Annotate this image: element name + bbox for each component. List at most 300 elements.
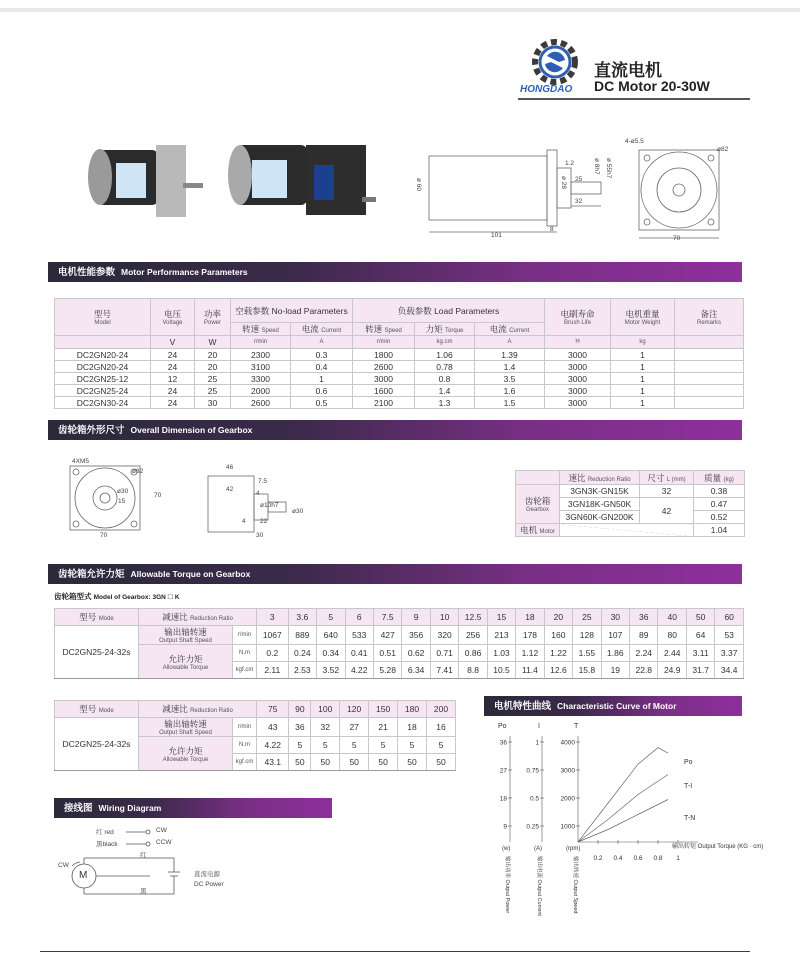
gearbox-mass: 0.47 [694,498,745,511]
section-title-en: Characteristic Curve of Motor [557,701,677,711]
table-cell: 1 [611,349,675,361]
x-tick-label: 0.4 [613,855,623,862]
table-cell: 24 [151,349,195,361]
section-title-en: Wiring Diagram [98,803,162,813]
dim-label: 4XM5 [72,458,89,465]
dim-label: 30 [256,532,264,539]
torque-kgf-cell: 12.6 [544,662,572,679]
tick-label: 2000 [560,795,575,803]
table-cell: 3100 [231,361,291,373]
torque-table-2 [54,700,456,771]
torque-table-1 [54,608,744,679]
torque-speed-cell: 256 [459,626,487,645]
torque-nm-cell: 2.24 [630,645,658,662]
table-cell: 0.4 [291,361,353,373]
dim-label: ø82 [717,146,729,153]
unit-cell [675,336,744,349]
section-header-gearbox-dimension [48,420,742,440]
torque-kgf-cell: 50 [340,754,369,771]
torque-nm-cell: 5 [398,737,427,754]
page-footer [0,951,800,968]
torque-ratio-cell: 100 [311,701,340,718]
torque-nm-cell: 1.12 [516,645,544,662]
torque-nm-cell: 1.03 [487,645,515,662]
torque-table-2-underline [54,770,456,771]
wire-cw-label: CW [156,827,167,834]
col-header-load-current: 电流 Current [475,323,545,336]
torque-ratio-cell: 90 [289,701,311,718]
unit-cell: r/min [353,336,415,349]
torque-ratio-cell: 50 [686,609,714,626]
gearbox-ratio: 3GN3K-GN15K [560,485,640,498]
table-cell: DC2GN25-24 [55,385,151,397]
table-cell: 1.4 [415,385,475,397]
unit-cell: A [291,336,353,349]
table-cell: 0.3 [291,349,353,361]
table-cell: 2600 [231,397,291,409]
torque-nm-cell: 0.71 [430,645,458,662]
series-t-n-line [578,800,668,843]
series-t-i-line [578,775,668,843]
torque-nm-cell: 1.55 [573,645,601,662]
table-cell: 12 [151,373,195,385]
axis-symbol: Po [498,723,507,730]
torque-h-model: 型号 Mode [55,609,139,626]
section-title-cn: 电机性能参数 [58,267,116,278]
torque-speed-cell: 213 [487,626,515,645]
wire-ccw-label: CCW [156,839,172,846]
col-header-weight: 电机重量 Motor Weight [611,299,675,336]
torque-unit: r/min [233,626,257,645]
col-header-brush-life: 电刷寿命 Brush Life [545,299,611,336]
dim-label: 46 [226,464,234,471]
table-cell: 1.3 [415,397,475,409]
torque-speed-cell: 640 [317,626,345,645]
table-cell: 20 [195,361,231,373]
series-label: T-N [684,815,696,822]
table-cell: 0.5 [291,397,353,409]
dim-label: 7.5 [258,478,268,485]
torque-ratio-cell: 9 [402,609,430,626]
motor-front-drawing [625,138,735,248]
torque-speed-cell: 32 [311,718,340,737]
torque-kgf-cell: 11.4 [516,662,544,679]
torque-kgf-cell: 50 [289,754,311,771]
page-title-cn: 直流电机 [594,61,662,80]
torque-nm-cell: 0.62 [402,645,430,662]
tick-label: 0.5 [529,795,539,803]
gearbox-col-ratio: 速比 Reduction Ratio [560,471,640,485]
torque-kgf-cell: 50 [369,754,398,771]
top-stripe [0,8,800,12]
torque-nm-cell: 0.24 [288,645,316,662]
torque-kgf-cell: 43.1 [257,754,289,771]
torque-speed-cell: 21 [369,718,398,737]
torque-r-torque: 允许力矩 Allowable Torque [139,737,233,771]
torque-unit: kgf.cm [233,754,257,771]
table-cell: 2600 [353,361,415,373]
section-title-cn: 齿轮箱允许力矩 [58,569,125,580]
table-cell: 3000 [545,397,611,409]
gearbox-mass: 0.52 [694,511,745,524]
table-cell: 1800 [353,349,415,361]
dim-label: 25 [575,176,583,183]
torque-h-model: 型号 Mode [55,701,139,718]
dim-label: 4 [242,518,246,525]
torque-r-speed: 输出轴转速 Output Shaft Speed [139,718,233,737]
table-cell: 1.06 [415,349,475,361]
section-title-en: Allowable Torque on Gearbox [130,569,251,579]
table-cell: 0.8 [415,373,475,385]
section-title-cn: 齿轮箱外形尺寸 [58,425,125,436]
table-cell: 1 [611,397,675,409]
wire-black-label: 黑black [96,841,118,848]
table-cell: 2000 [231,385,291,397]
torque-kgf-cell: 6.34 [402,662,430,679]
tick-label: 1 [535,739,539,747]
motor-symbol-label: M [79,870,88,881]
torque-nm-cell: 5 [311,737,340,754]
torque-ratio-cell: 200 [426,701,455,718]
torque-speed-cell: 533 [345,626,373,645]
wire-red-label: 红 red [96,829,114,836]
table-row [55,397,744,409]
dim-label: 70 [673,235,681,242]
torque-nm-cell: 5 [426,737,455,754]
characteristic-curve-chart [484,718,764,916]
torque-speed-cell: 427 [373,626,401,645]
col-header-noload: 空载参数 No-load Parameters [231,299,353,323]
table-cell: 3000 [545,373,611,385]
torque-ratio-cell: 3 [257,609,289,626]
dim-label: 70 [154,492,162,499]
dim-label: 22 [260,518,268,525]
dim-label: ø 60 [415,178,422,192]
gearbox-ratio: 3GN18K-GN50K [560,498,640,511]
torque-ratio-cell: 18 [516,609,544,626]
tick-label: 9 [503,823,507,831]
x-tick-label: 0.8 [653,855,663,862]
x-axis-label: 输出转矩 Output Torque (KG · cm) [672,844,764,850]
table-cell: 20 [195,349,231,361]
torque-nm-cell: 3.11 [686,645,714,662]
torque-nm-cell: 0.86 [459,645,487,662]
torque-nm-cell: 5 [289,737,311,754]
torque-ratio-cell: 120 [340,701,369,718]
series-po-line [578,748,668,842]
axis-symbol: T [574,723,579,730]
gearbox-size: 32 [640,485,694,498]
torque-kgf-cell: 3.52 [317,662,345,679]
table-row [55,373,744,385]
table-cell: 0.78 [415,361,475,373]
axis-unit: (A) [534,846,542,852]
section-header-curve [484,696,742,716]
torque-speed-cell: 107 [601,626,629,645]
torque-nm-cell: 5 [369,737,398,754]
section-title-en: Motor Performance Parameters [121,267,248,277]
rotation-cw-label: CW [58,862,69,869]
axis-unit: (w) [502,846,511,852]
section-header-torque [48,564,742,584]
torque-ratio-cell: 60 [715,609,744,626]
unit-cell: H [545,336,611,349]
table-cell: 1.4 [475,361,545,373]
torque-nm-cell: 1.86 [601,645,629,662]
dim-label: ø 28 [560,176,567,190]
motor-row-blank [560,524,694,537]
table-cell: 1.6 [475,385,545,397]
table-cell: 0.6 [291,385,353,397]
torque-speed-cell: 43 [257,718,289,737]
torque-nm-cell: 0.41 [345,645,373,662]
table-cell: 25 [195,373,231,385]
torque-r-speed: 输出轴转速 Output Shaft Speed [139,626,233,645]
tick-label: 0.25 [526,823,539,831]
table-cell [675,385,744,397]
tick-label: 27 [499,767,507,775]
table-cell: 24 [151,397,195,409]
table-row [55,349,744,361]
torque-ratio-cell: 180 [398,701,427,718]
torque-kgf-cell: 8.8 [459,662,487,679]
torque-ratio-cell: 36 [630,609,658,626]
dim-label: 42 [226,486,234,493]
axis-unit: (rpm) [566,846,581,852]
gearbox-model-caption: 齿轮箱型式 Model of Gearbox: 3GN □ K [54,592,180,601]
col-header-model: 型号 Model [55,299,151,336]
torque-unit: N.m [233,737,257,754]
col-header-load: 负载参数 Load Parameters [353,299,545,323]
unit-cell: kg [611,336,675,349]
torque-speed-cell: 128 [573,626,601,645]
section-title-cn: 电机特性曲线 [494,701,552,712]
torque-kgf-cell: 7.41 [430,662,458,679]
torque-nm-cell: 4.22 [257,737,289,754]
table-cell: 2100 [353,397,415,409]
table-cell: 1 [291,373,353,385]
table-cell: DC2GN25-12 [55,373,151,385]
torque-h-ratio: 减速比 Reduction Ratio [139,701,257,718]
torque-kgf-cell: 5.28 [373,662,401,679]
torque-kgf-cell: 50 [398,754,427,771]
torque-nm-cell: 5 [340,737,369,754]
table-cell: 3300 [231,373,291,385]
torque-ratio-cell: 75 [257,701,289,718]
table-cell [675,373,744,385]
torque-speed-cell: 160 [544,626,572,645]
x-tick-label: 0.6 [633,855,643,862]
torque-speed-cell: 178 [516,626,544,645]
section-title-en: Overall Dimension of Gearbox [130,425,253,435]
torque-ratio-cell: 12.5 [459,609,487,626]
dim-label: ø10h7 [260,502,279,509]
torque-nm-cell: 1.22 [544,645,572,662]
table-cell: DC2GN30-24 [55,397,151,409]
tick-label: 0.75 [526,767,539,775]
dim-label: 4-ø5.5 [625,138,644,145]
motor-photo [78,125,218,235]
dim-label: 70 [100,532,108,539]
dc-power-label: 直流电源 DC Power [194,871,224,888]
torque-unit: kgf.cm [233,662,257,679]
gearbox-mass: 0.38 [694,485,745,498]
dim-label: 1.2 [565,160,575,167]
table-cell: 3000 [545,349,611,361]
series-label: Po [684,759,693,766]
unit-cell: A [475,336,545,349]
x-tick-label: 1 [676,855,680,862]
gearbox-size: 42 [640,498,694,524]
torque-kgf-cell: 10.5 [487,662,515,679]
col-header-noload-speed: 转速 Speed [231,323,291,336]
torque-ratio-cell: 25 [573,609,601,626]
table-cell: 1 [611,385,675,397]
torque-speed-cell: 53 [715,626,744,645]
dim-label: 4 [256,490,260,497]
torque-ratio-cell: 30 [601,609,629,626]
torque-ratio-cell: 10 [430,609,458,626]
col-header-remarks: 备注 Remarks [675,299,744,336]
torque-unit: r/min [233,718,257,737]
torque-kgf-cell: 50 [311,754,340,771]
torque-speed-cell: 27 [340,718,369,737]
dim-label: ø82 [132,468,144,475]
table-cell: 1600 [353,385,415,397]
torque-unit: N.m [233,645,257,662]
gearbox-front-drawing [62,458,172,540]
performance-table [54,298,744,409]
table-cell: 3000 [545,385,611,397]
torque-kgf-cell: 31.7 [686,662,714,679]
torque-ratio-cell: 5 [317,609,345,626]
torque-kgf-cell: 15.8 [573,662,601,679]
dim-label: ø30 [292,508,304,515]
motor-row-label: 电机 Motor [516,524,560,537]
axis-label: 输出转速 Output Speed [572,856,578,914]
tick-label: 3000 [560,767,575,775]
gearbox-col-mass: 质量 (kg) [694,471,745,485]
torque-speed-cell: 16 [426,718,455,737]
table-cell: 30 [195,397,231,409]
table-row [55,385,744,397]
table-cell: 3.5 [475,373,545,385]
table-cell: 3000 [545,361,611,373]
table-cell: 1 [611,361,675,373]
torque-nm-cell: 3.37 [715,645,744,662]
dim-label: 15 [118,498,126,505]
torque-kgf-cell: 19 [601,662,629,679]
torque-speed-cell: 356 [402,626,430,645]
dim-label: ø30 [117,488,129,495]
torque-speed-cell: 89 [630,626,658,645]
table-row [55,361,744,373]
torque-ratio-cell: 15 [487,609,515,626]
dim-label: 8 [550,226,554,233]
unit-cell [55,336,151,349]
unit-cell: r/min [231,336,291,349]
gearbox-col-blank [516,471,560,485]
table-cell: DC2GN20-24 [55,349,151,361]
motor-mass: 1.04 [694,524,745,537]
col-header-voltage: 电压 Voltage [151,299,195,336]
torque-table-1-underline [54,678,744,679]
gearbox-col-size: 尺寸 L (mm) [640,471,694,485]
tick-label: 18 [499,795,507,803]
x-tick-label: 0.2 [593,855,603,862]
torque-speed-cell: 320 [430,626,458,645]
geared-motor-photo [222,125,382,235]
torque-speed-cell: 80 [658,626,686,645]
page-title-en: DC Motor 20-30W [594,78,710,94]
torque-ratio-cell: 40 [658,609,686,626]
tick-label: 4000 [560,739,575,747]
torque-kgf-cell: 34.4 [715,662,744,679]
torque-kgf-cell: 24.9 [658,662,686,679]
torque-kgf-cell: 50 [426,754,455,771]
wire-black-mark: 黑 [140,888,147,895]
col-header-noload-current: 电流 Current [291,323,353,336]
torque-kgf-cell: 22.8 [630,662,658,679]
torque-speed-cell: 889 [288,626,316,645]
motor-side-drawing [415,138,620,243]
torque-speed-cell: 64 [686,626,714,645]
torque-model: DC2GN25-24-32s [55,718,139,771]
torque-speed-cell: 18 [398,718,427,737]
unit-cell: kg.cm [415,336,475,349]
wiring-diagram [54,822,254,902]
tick-label: 1000 [560,823,575,831]
torque-h-ratio: 减速比 Reduction Ratio [139,609,257,626]
torque-nm-cell: 0.51 [373,645,401,662]
section-header-wiring [54,798,332,818]
dim-label: 32 [575,198,583,205]
torque-r-torque: 允许力矩 Allowable Torque [139,645,233,679]
table-cell [675,349,744,361]
torque-ratio-cell: 7.5 [373,609,401,626]
axis-label: 输出功率 Output Power [504,856,510,914]
section-header-performance [48,262,742,282]
unit-cell: W [195,336,231,349]
series-label: T-I [684,783,693,790]
torque-nm-cell: 2.44 [658,645,686,662]
table-cell: 25 [195,385,231,397]
torque-ratio-cell: 150 [369,701,398,718]
axis-symbol: I [538,723,540,730]
torque-ratio-cell: 3.6 [288,609,316,626]
torque-nm-cell: 0.34 [317,645,345,662]
table-cell: DC2GN20-24 [55,361,151,373]
tick-label: 36 [499,739,507,747]
torque-nm-cell: 0.2 [257,645,289,662]
table-cell [675,361,744,373]
wire-red-mark: 红 [140,852,147,859]
torque-ratio-cell: 6 [345,609,373,626]
gearbox-row-label: 齿轮箱 Gearbox [516,485,560,524]
table-cell: 24 [151,361,195,373]
table-cell: 2300 [231,349,291,361]
torque-kgf-cell: 2.11 [257,662,289,679]
table-cell: 1.5 [475,397,545,409]
table-cell: 1.39 [475,349,545,361]
table-cell [675,397,744,409]
dim-label: ø 55h7 [605,158,612,179]
col-header-load-torque: 力矩 Torque [415,323,475,336]
dim-label: 101 [491,232,502,239]
brand-name: HONGDAO [520,84,573,95]
header-underline [518,98,750,100]
unit-cell: V [151,336,195,349]
